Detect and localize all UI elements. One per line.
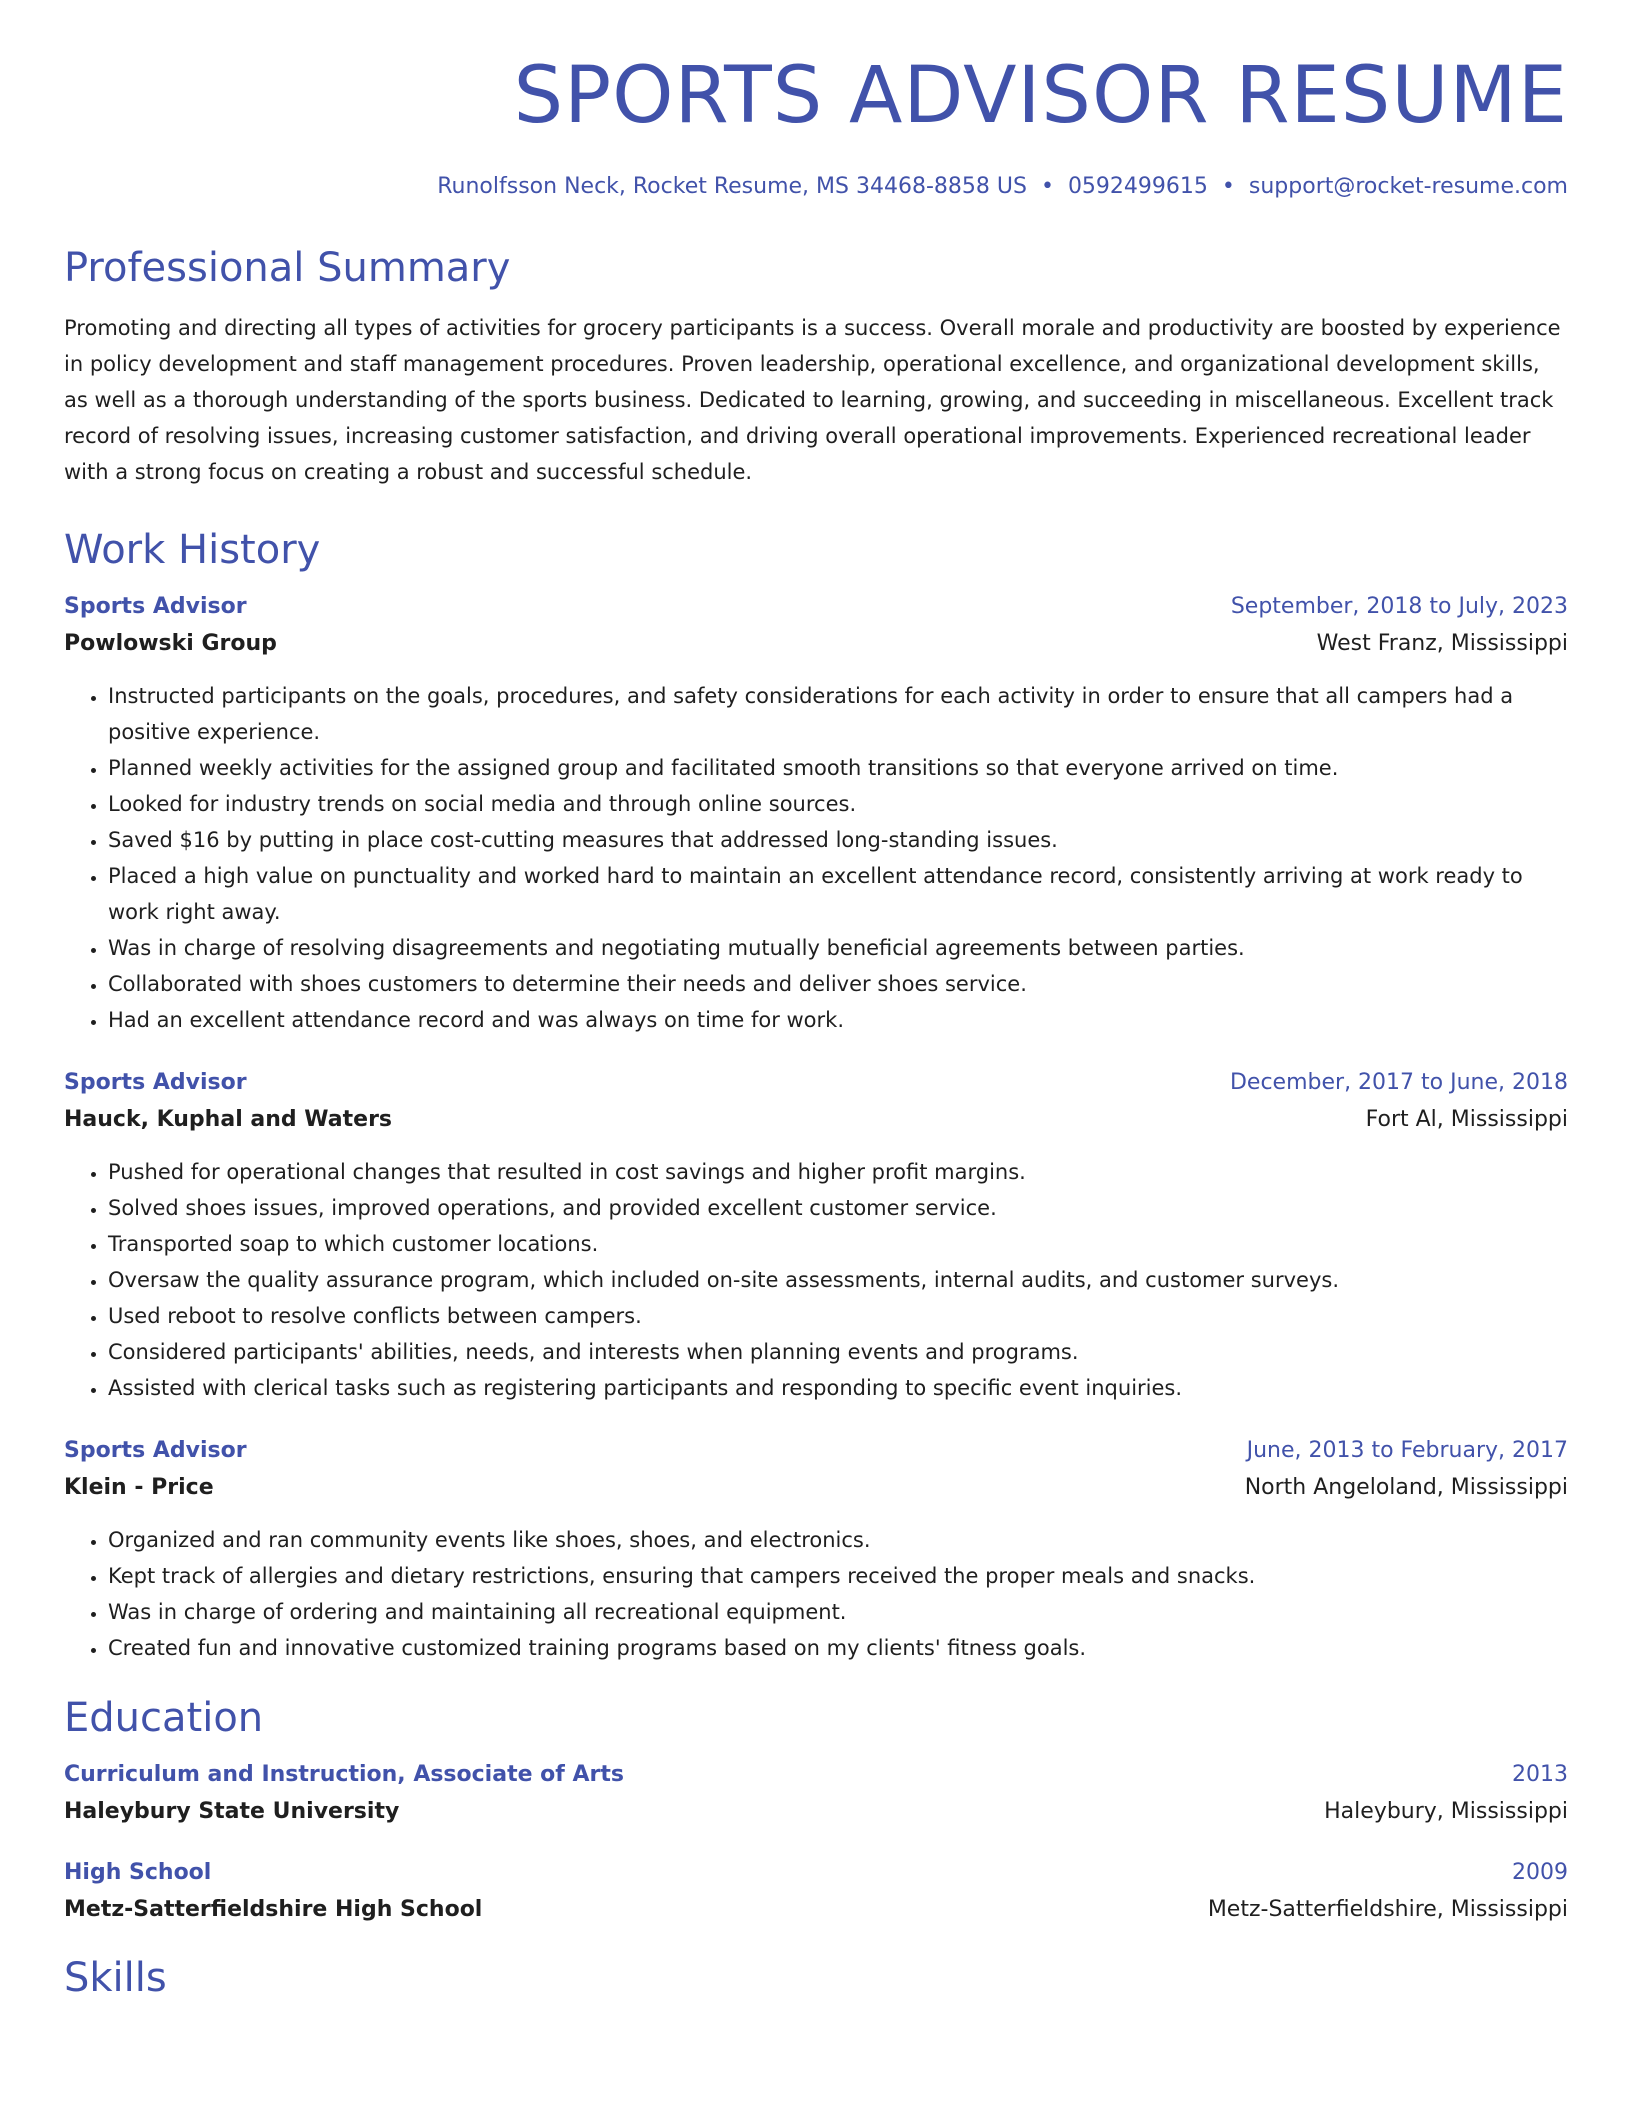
job-company: Hauck, Kuphal and Waters (64, 1106, 393, 1132)
job-entry (64, 1068, 1568, 1406)
job-bullet: • Transported soap to which customer locations. (108, 1226, 1568, 1262)
job-bullet: • Saved $16 by putting in place cost-cutting measures that addressed long-standing issues. (108, 822, 1568, 858)
job-bullet: • Instructed participants on the goals, procedures, and safety considerations for each activity in order to ensure that all campers had a positive experience. (108, 678, 1568, 750)
job-title: Sports Advisor (64, 1069, 247, 1095)
job-bullet: • Oversaw the quality assurance program, which included on-site assessments, internal audits, and customer surveys. (108, 1262, 1568, 1298)
skills-heading: Skills (64, 1954, 167, 2001)
job-company: Powlowski Group (64, 630, 277, 656)
resume-title: SPORTS ADVISOR RESUME (513, 51, 1568, 141)
job-location: Fort Al, Mississippi (1365, 1106, 1568, 1132)
job-bullet: • Solved shoes issues, improved operations, and provided excellent customer service. (108, 1190, 1568, 1226)
job-bullet: • Was in charge of ordering and maintaining all recreational equipment. (108, 1594, 1568, 1630)
education-location: Haleybury, Mississippi (1324, 1798, 1568, 1824)
education-school: Haleybury State University (64, 1798, 400, 1824)
job-bullet: • Created fun and innovative customized training programs based on my clients' fitness goals. (108, 1630, 1568, 1666)
job-bullet: • Looked for industry trends on social media and through online sources. (108, 786, 1568, 822)
contact-separator: • (1221, 173, 1235, 199)
job-dates: June, 2013 to February, 2017 (1246, 1437, 1568, 1463)
job-entry (64, 592, 1568, 1038)
work-history-heading: Work History (64, 526, 321, 573)
education-location: Metz-Satterfieldshire, Mississippi (1207, 1896, 1568, 1922)
job-bullet: • Had an excellent attendance record and was always on time for work. (108, 1002, 1568, 1038)
job-entry (64, 1436, 1568, 1666)
job-bullet: • Used reboot to resolve conflicts between campers. (108, 1298, 1568, 1334)
education-year: 2009 (1512, 1859, 1568, 1885)
job-bullet: • Placed a high value on punctuality and worked hard to maintain an excellent attendance record, consistently arriving at work ready to work right away. (108, 858, 1568, 930)
contact-email[interactable]: support@rocket-resume.com (1248, 173, 1568, 199)
job-location: West Franz, Mississippi (1316, 630, 1568, 656)
job-title: Sports Advisor (64, 593, 247, 619)
job-location: North Angeloland, Mississippi (1244, 1474, 1568, 1500)
education-entry (64, 1858, 1568, 1928)
education-school: Metz-Satterfieldshire High School (64, 1896, 483, 1922)
job-bullets (64, 678, 1568, 1038)
job-bullet: • Assisted with clerical tasks such as registering participants and responding to specific event inquiries. (108, 1370, 1568, 1406)
education-section (64, 1696, 1568, 1928)
education-entry (64, 1760, 1568, 1830)
education-degree: High School (64, 1859, 212, 1885)
contact-address: Runolfsson Neck, Rocket Resume, MS 34468-8858 US (437, 173, 1027, 199)
job-bullets (64, 1154, 1568, 1406)
job-dates: December, 2017 to June, 2018 (1229, 1069, 1568, 1095)
education-degree: Curriculum and Instruction, Associate of Arts (64, 1761, 625, 1787)
summary-section (64, 246, 1568, 490)
contact-phone: 0592499615 (1067, 173, 1208, 199)
job-bullet: • Kept track of allergies and dietary restrictions, ensuring that campers received the proper meals and snacks. (108, 1558, 1568, 1594)
summary-text: Promoting and directing all types of activities for grocery participants is a success. Overall morale and productivity are boosted by experience in policy development and staff management procedures. Proven leadership, operational excellence, and organizational development skills, as well as a thorough understanding of the sports business. Dedicated to learning, growing, and succeeding in miscellaneous. Excellent track record of resolving issues, increasing customer satisfaction, and driving overall operational improvements. Experienced recreational leader with a strong focus on creating a robust and successful schedule. (64, 315, 1561, 484)
resume-header (64, 50, 1568, 198)
education-year: 2013 (1512, 1761, 1568, 1787)
job-bullet: • Considered participants' abilities, needs, and interests when planning events and programs. (108, 1334, 1568, 1370)
work-history-section (64, 528, 1568, 1666)
job-bullet: • Organized and ran community events like shoes, shoes, and electronics. (108, 1522, 1568, 1558)
education-heading: Education (64, 1694, 264, 1741)
job-dates: September, 2018 to July, 2023 (1230, 593, 1568, 619)
job-bullets (64, 1522, 1568, 1666)
contact-line (64, 173, 1568, 199)
job-title: Sports Advisor (64, 1437, 247, 1463)
summary-heading: Professional Summary (64, 244, 511, 291)
job-bullet: • Collaborated with shoes customers to determine their needs and deliver shoes service. (108, 966, 1568, 1002)
contact-separator: • (1040, 173, 1054, 199)
job-bullet: • Pushed for operational changes that resulted in cost savings and higher profit margins. (108, 1154, 1568, 1190)
job-bullet: • Was in charge of resolving disagreements and negotiating mutually beneficial agreements between parties. (108, 930, 1568, 966)
job-bullet: • Planned weekly activities for the assigned group and facilitated smooth transitions so that everyone arrived on time. (108, 750, 1568, 786)
skills-section (64, 1956, 1568, 2000)
job-company: Klein - Price (64, 1474, 214, 1500)
